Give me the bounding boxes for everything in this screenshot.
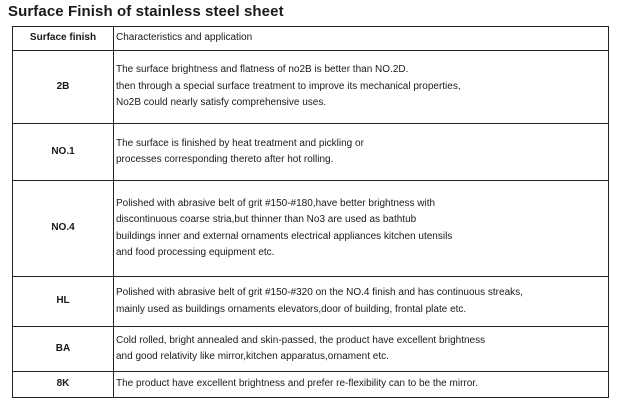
finish-code-cell: 8K [13,372,114,398]
finish-code-cell: HL [13,277,114,327]
page-title: Surface Finish of stainless steel sheet [8,3,284,20]
finish-code-cell: NO.4 [13,181,114,277]
description-line: The surface is finished by heat treatment and pickling or [116,137,364,149]
description-line: discontinuous coarse stria,but thinner than No3 are used as bathtub [116,214,417,225]
table-row [13,51,609,124]
description-cell [114,181,609,277]
table-row [13,372,609,398]
description-cell [114,372,609,398]
description-cell [114,327,609,372]
description-line: The surface brightness and flatness of no2B is better than NO.2D. [116,64,409,76]
description-line: The product have excellent brightness and prefer re-flexibility can to be the mirror. [116,378,478,390]
description-line: Polished with abrasive belt of grit #150-#180,have better brightness with [116,197,436,209]
description-line: Cold rolled, bright annealed and skin-passed, the product have excellent brightness [116,334,486,346]
description-line: then through a special surface treatment to improve its mechanical properties, [116,80,461,92]
table-header-row [13,27,609,51]
description-line: buildings inner and external ornaments electrical appliances kitchen utensils [116,230,453,242]
finish-code-cell: 2B [13,51,114,124]
description-cell [114,277,609,327]
description-line: mainly used as buildings ornaments elevators,door of building, frontal plate etc. [116,303,467,315]
description-line: and good relativity like mirror,kitchen apparatus,ornament etc. [116,351,389,362]
description-line: Polished with abrasive belt of grit #150-#320 on the NO.4 finish and has continuous streaks, [116,287,523,298]
table-row [13,124,609,181]
description-line: processes corresponding thereto after hot rolling. [116,154,334,165]
header-characteristics: Characteristics and application [114,27,609,51]
description-cell [114,124,609,181]
header-surface-finish: Surface finish [13,27,114,51]
description-line: and food processing equipment etc. [116,247,275,258]
finish-code-cell: BA [13,327,114,372]
description-cell [114,51,609,124]
description-line: No2B could nearly satisfy comprehensive uses. [116,97,327,109]
table-row [13,277,609,327]
surface-finish-table [12,26,609,398]
finish-code-cell: NO.1 [13,124,114,181]
table-row [13,327,609,372]
table-row [13,181,609,277]
